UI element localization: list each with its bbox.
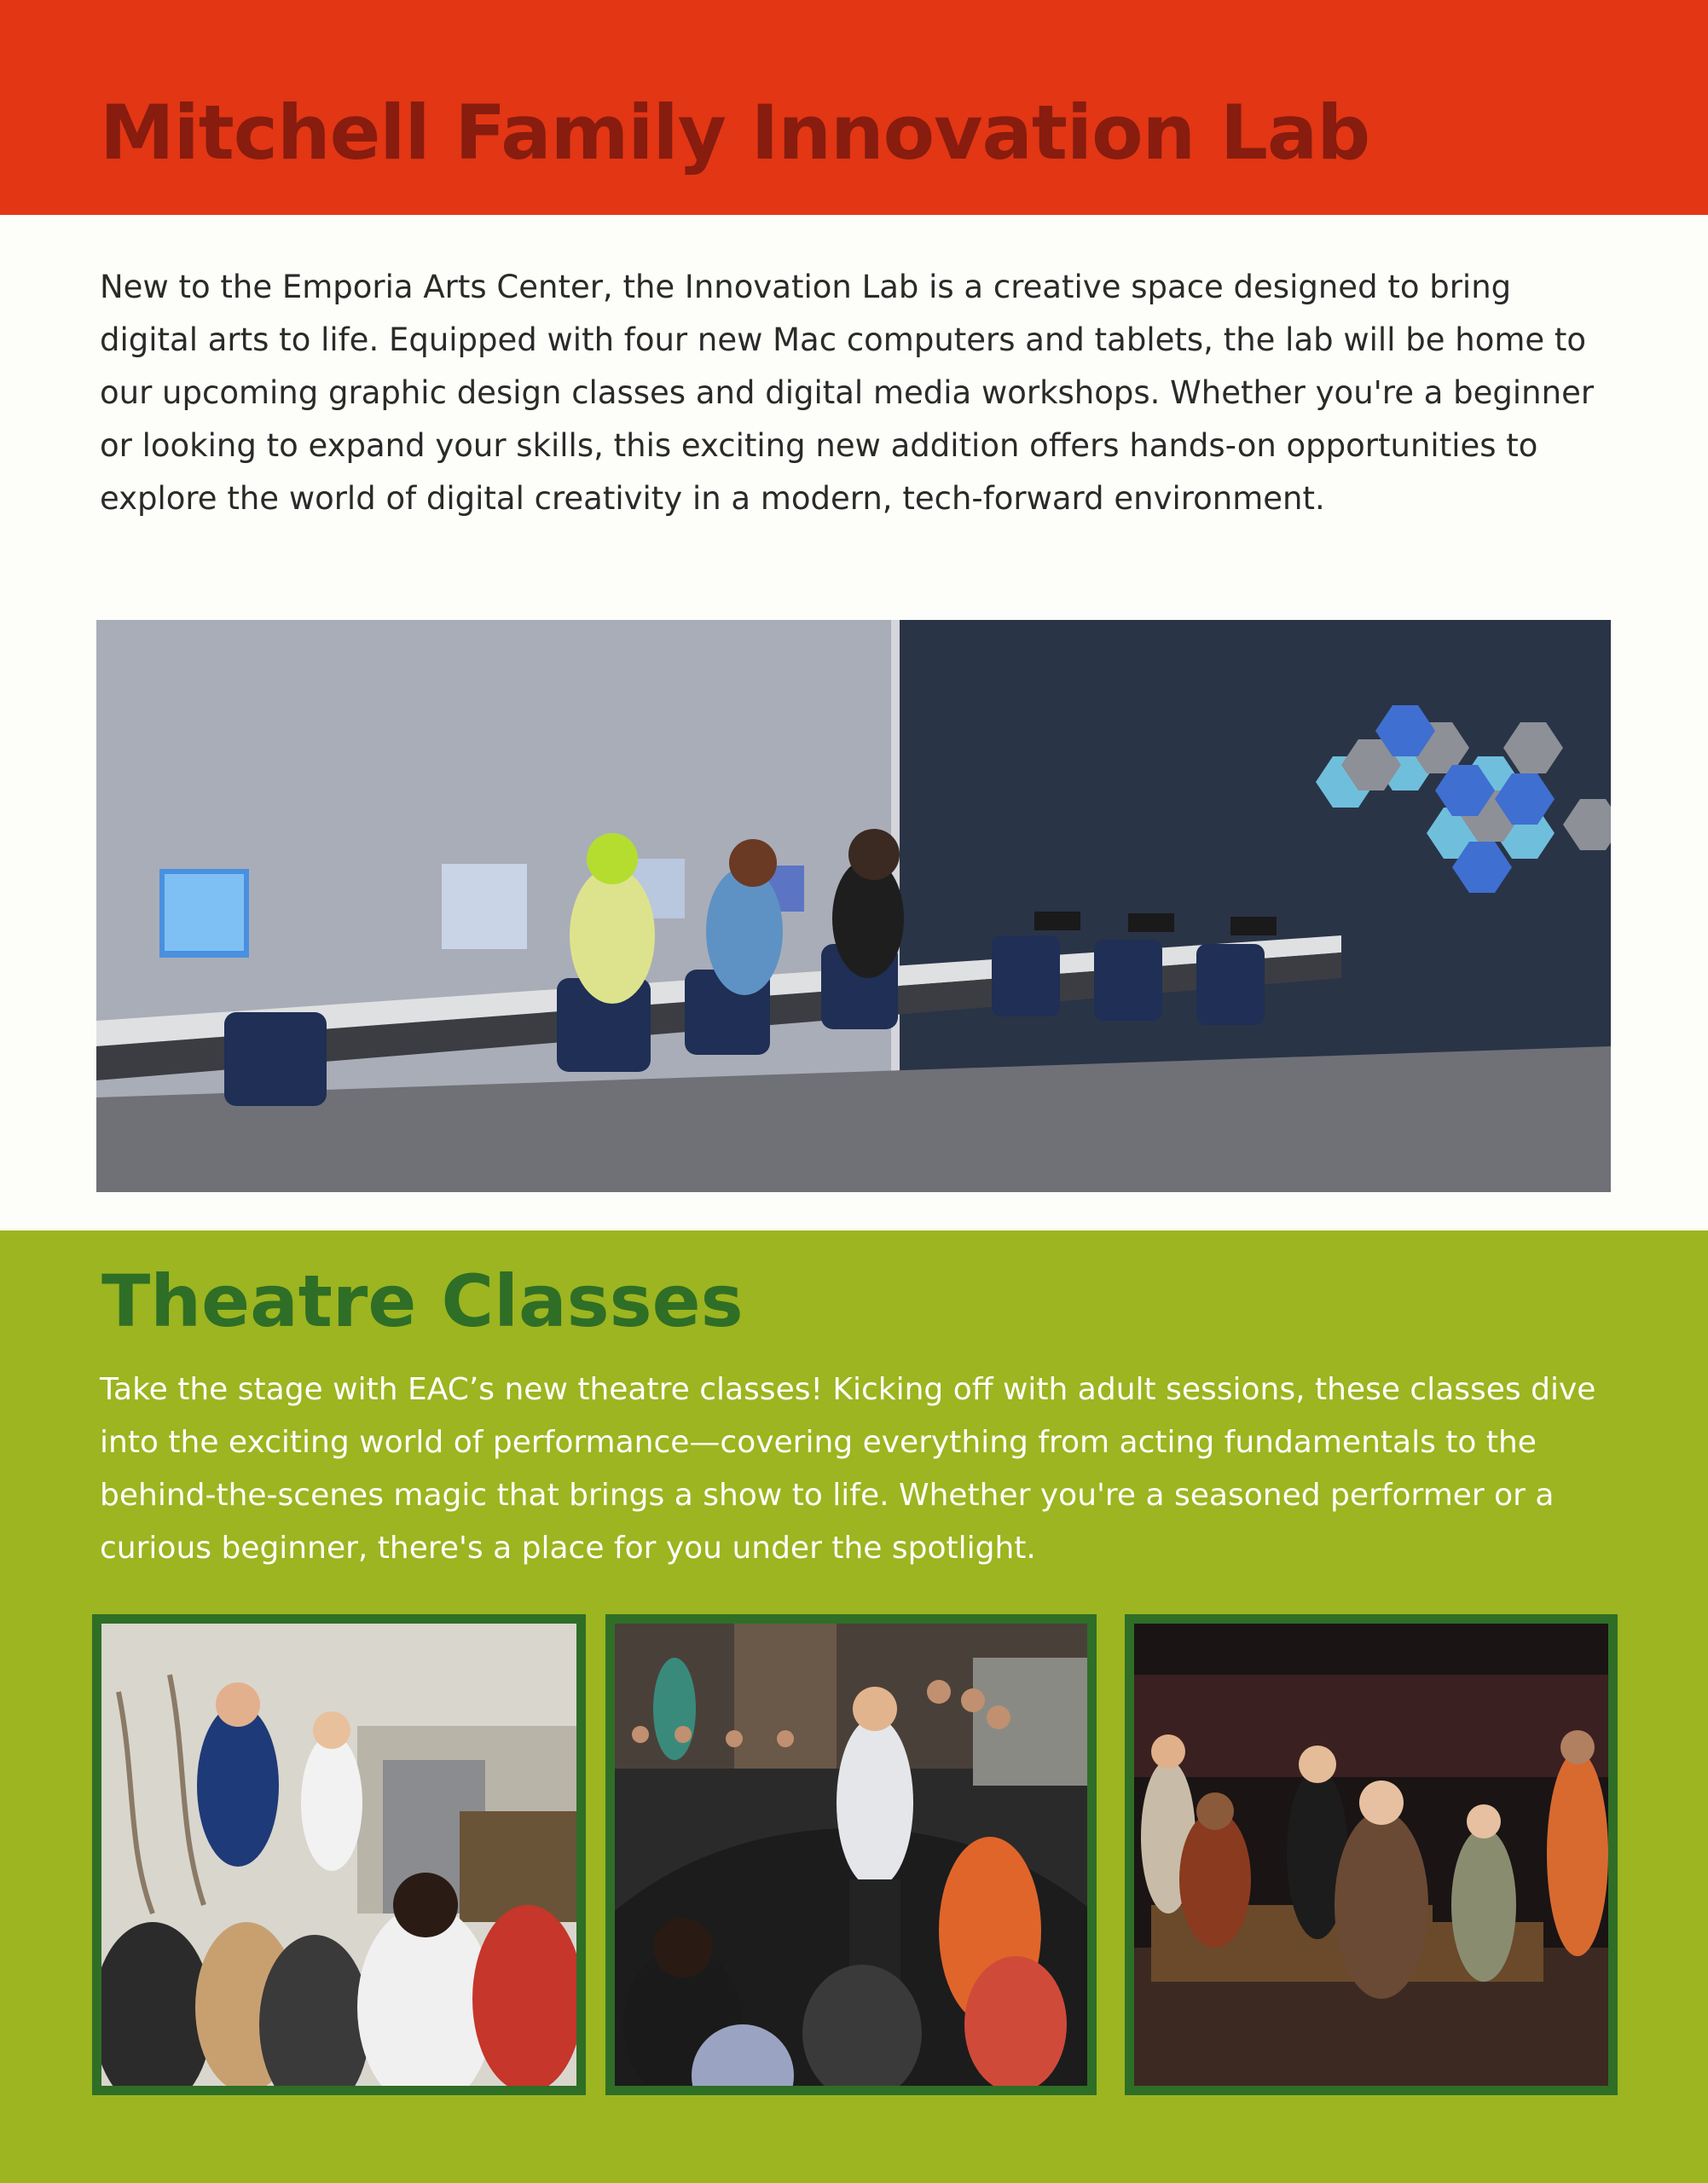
theatre-classes-title: Theatre Classes [101, 1259, 744, 1343]
innovation-lab-photo [96, 620, 1611, 1192]
innovation-lab-title: Mitchell Family Innovation Lab [100, 89, 1370, 177]
innovation-lab-description: New to the Emporia Arts Center, the Innovation Lab is a creative space designed to bring digital arts to life. Equipped with four new Mac computers and tablets, the lab will be home to our upcoming graphic design classes and digital media workshops. Whether you're a beginner or looking to expand your skills, this exciting new addition offers hands-on opportunities to explore the world of digital creativity in a modern, tech-forward environment. [100, 269, 1595, 517]
theatre-photo-stage-performance [1125, 1614, 1618, 2095]
theatre-classes-description: Take the stage with EAC’s new theatre classes! Kicking off with adult sessions, these classes dive into the exciting world of performance—covering everything from acting fundamentals to the behind-the-scenes magic that brings a show to life. Whether you're a seasoned performer or a curious beginner, there's a place for you under the spotlight. [100, 1372, 1596, 1566]
theatre-photo-warmup-circle [605, 1614, 1097, 2095]
theatre-photo-class-discussion [92, 1614, 586, 2095]
